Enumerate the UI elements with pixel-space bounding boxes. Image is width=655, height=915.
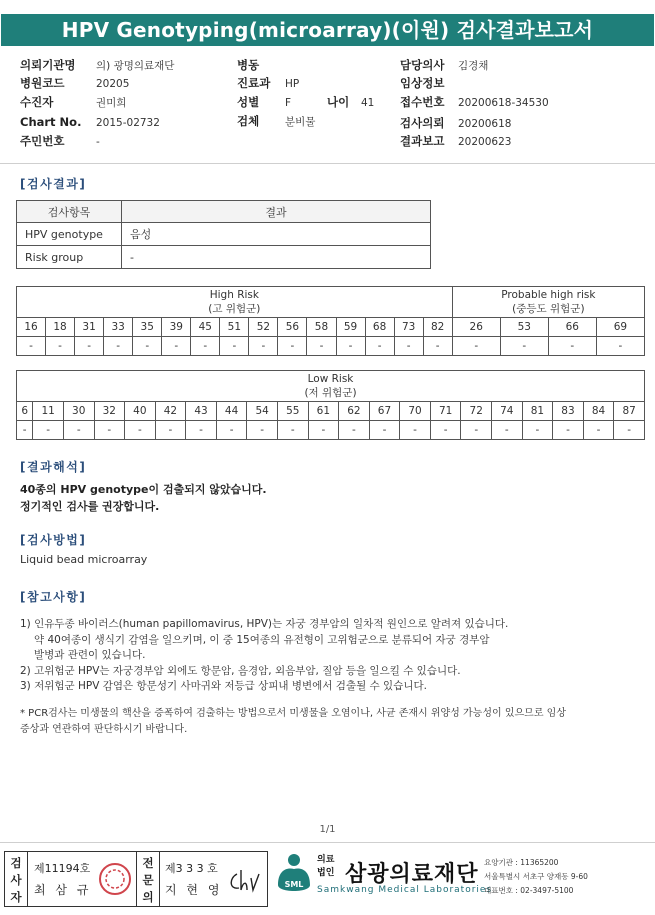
genotype-type-cell: 58	[307, 318, 336, 337]
genotype-type-cell: 72	[461, 402, 492, 421]
genotype-result-cell: -	[548, 337, 596, 356]
genotype-result-cell: -	[369, 421, 400, 440]
patient-label: 수진자	[20, 95, 54, 109]
resident-no-value: -	[96, 136, 100, 148]
genotype-result-cell: -	[400, 421, 431, 440]
info-divider	[0, 163, 655, 164]
method-section-title: [검사방법]	[20, 533, 87, 547]
genotype-type-cell: 73	[394, 318, 423, 337]
genotype-type-cell: 67	[369, 402, 400, 421]
hospital-code-value: 20205	[96, 78, 130, 90]
table-row	[17, 246, 431, 269]
genotype-result-cell: -	[307, 337, 336, 356]
genotype-result-cell: -	[430, 421, 461, 440]
test-request-value: 20200618	[458, 118, 512, 130]
genotype-type-cell: 68	[365, 318, 394, 337]
genotype-type-cell: 6	[17, 402, 33, 421]
genotype-type-cell: 39	[162, 318, 191, 337]
sml-logo-icon	[272, 851, 316, 897]
genotype-type-cell: 81	[522, 402, 553, 421]
table-row	[17, 421, 645, 440]
age-label: 나이	[327, 95, 350, 109]
genotype-result-cell: -	[394, 337, 423, 356]
organization-name-english: Samkwang Medical Laboratories	[317, 885, 493, 895]
genotype-type-cell: 43	[186, 402, 217, 421]
genotype-result-cell: -	[33, 421, 64, 440]
pcr-footnote: * PCR검사는 미생물의 핵산을 증폭하여 검출하는 방법으로서 미생물을 오염이나, 사균 존재시 위양성 가능성이 있으므로 임상 증상과 연관하여 판단하시기 바랍니다.	[20, 708, 566, 735]
genotype-type-cell: 87	[614, 402, 645, 421]
genotype-type-cell: 40	[125, 402, 156, 421]
method-text: Liquid bead microarray	[20, 553, 148, 566]
genotype-result-cell: -	[308, 421, 339, 440]
chart-no-value: 2015-02732	[96, 117, 160, 129]
genotype-type-cell: 26	[452, 318, 500, 337]
logo-text: SML	[284, 880, 304, 889]
signature-box	[4, 851, 268, 907]
genotype-type-cell: 11	[33, 402, 64, 421]
high-risk-header: High Risk (고 위험군)	[17, 287, 453, 318]
genotype-result-cell: -	[220, 337, 249, 356]
result-report-label: 결과보고	[400, 134, 445, 148]
specialist-label: 전 문 의	[142, 856, 154, 904]
table-row	[17, 318, 645, 337]
result-value-cell: -	[122, 246, 431, 269]
results-col-result: 결과	[122, 201, 431, 223]
genotype-result-cell: -	[216, 421, 247, 440]
low-risk-header: Low Risk (저 위험군)	[17, 371, 645, 402]
sex-value: F	[285, 97, 292, 109]
results-table	[16, 200, 431, 269]
genotype-result-cell: -	[336, 337, 365, 356]
low-risk-genotype-table	[16, 370, 645, 440]
organization-phone: 대표번호 : 02-3497-5100	[484, 886, 574, 895]
results-col-item: 검사항목	[17, 201, 122, 223]
probable-high-risk-header: Probable high risk (중등도 위험군)	[452, 287, 644, 318]
genotype-type-cell: 32	[94, 402, 125, 421]
genotype-type-cell: 31	[75, 318, 104, 337]
seal-stamp-icon	[97, 860, 133, 898]
chart-no-label: Chart No.	[20, 115, 82, 129]
result-item-cell: Risk group	[17, 246, 122, 269]
genotype-type-cell: 52	[249, 318, 278, 337]
genotype-type-cell: 71	[430, 402, 461, 421]
genotype-type-cell: 33	[104, 318, 133, 337]
organization-address: 서울특별시 서초구 양재동 9-60	[484, 872, 588, 881]
note-item: 1) 인유두종 바이러스(human papillomavirus, HPV)는 자궁 경부암의 일차적 원인으로 알려져 있습니다.	[20, 618, 509, 630]
genotype-type-cell: 84	[583, 402, 614, 421]
organization-logo	[272, 851, 652, 909]
note-item: 2) 고위험군 HPV는 자궁경부암 외에도 항문암, 음경암, 외음부암, 질암 등을 일으킬 수 있습니다.	[20, 664, 461, 677]
genotype-result-cell: -	[247, 421, 278, 440]
genotype-result-cell: -	[277, 421, 308, 440]
genotype-type-cell: 30	[63, 402, 94, 421]
genotype-result-cell: -	[583, 421, 614, 440]
genotype-type-cell: 16	[17, 318, 46, 337]
genotype-result-cell: -	[191, 337, 220, 356]
agency-number: 요양기관 : 11365200	[484, 858, 559, 867]
genotype-result-cell: -	[423, 337, 452, 356]
note-item-continuation: 발병과 관련이 있습니다.	[34, 649, 146, 661]
genotype-type-cell: 62	[339, 402, 370, 421]
genotype-type-cell: 59	[336, 318, 365, 337]
genotype-result-cell: -	[17, 337, 46, 356]
genotype-result-cell: -	[46, 337, 75, 356]
genotype-result-cell: -	[500, 337, 548, 356]
genotype-type-cell: 54	[247, 402, 278, 421]
sex-label: 성별	[237, 95, 260, 109]
test-request-label: 검사의뢰	[400, 116, 445, 130]
genotype-result-cell: -	[614, 421, 645, 440]
result-value-cell: 음성	[122, 223, 431, 246]
department-value: HP	[285, 78, 300, 90]
interpretation-text	[20, 481, 267, 515]
genotype-type-cell: 82	[423, 318, 452, 337]
specialist-registration: 제3 3 3 호	[165, 862, 218, 875]
genotype-result-cell: -	[461, 421, 492, 440]
genotype-result-cell: -	[94, 421, 125, 440]
notes-section-title: [참고사항]	[20, 590, 87, 604]
genotype-result-cell: -	[278, 337, 307, 356]
genotype-type-cell: 70	[400, 402, 431, 421]
note-item: 3) 저위험군 HPV 감염은 항문성기 사마귀와 저등급 상피내 병변에서 검출될 수 있습니다.	[20, 680, 427, 692]
clinical-info-label: 임상정보	[400, 76, 445, 90]
interpretation-line: 정기적인 검사를 권장합니다.	[20, 500, 160, 513]
genotype-result-cell: -	[365, 337, 394, 356]
page-number: 1/1	[319, 824, 336, 835]
genotype-type-cell: 53	[500, 318, 548, 337]
corporation-type: 의료 법인	[317, 855, 335, 878]
genotype-type-cell: 61	[308, 402, 339, 421]
ward-label: 병동	[237, 58, 260, 72]
table-row	[17, 223, 431, 246]
genotype-type-cell: 44	[216, 402, 247, 421]
genotype-type-cell: 74	[492, 402, 523, 421]
resident-no-label: 주민번호	[20, 134, 65, 148]
genotype-result-cell: -	[133, 337, 162, 356]
tester-label: 검 사 자	[10, 856, 22, 904]
specimen-label: 검체	[237, 114, 260, 128]
interpretation-line: 40종의 HPV genotype이 검출되지 않았습니다.	[20, 483, 267, 496]
tester-registration: 제11194호	[34, 862, 91, 875]
organization-name: 삼광의료재단	[345, 862, 479, 887]
genotype-result-cell: -	[186, 421, 217, 440]
specimen-value: 분비물	[285, 116, 316, 128]
note-item-continuation: 약 40여종이 생식기 감염을 일으키며, 이 중 15여종의 유전형이 고위험군으로 분류되어 자궁 경부암	[34, 633, 490, 646]
genotype-result-cell: -	[63, 421, 94, 440]
genotype-result-cell: -	[162, 337, 191, 356]
genotype-type-cell: 56	[278, 318, 307, 337]
institution-label: 의뢰기관명	[20, 58, 76, 72]
hospital-code-label: 병원코드	[20, 76, 65, 90]
receipt-no-value: 20200618-34530	[458, 97, 549, 109]
interpretation-section-title: [결과해석]	[20, 460, 87, 474]
genotype-result-cell: -	[596, 337, 644, 356]
signature-icon	[227, 864, 263, 896]
table-row	[17, 337, 645, 356]
specialist-name: 지 현 영	[165, 883, 223, 897]
genotype-type-cell: 83	[553, 402, 584, 421]
genotype-result-cell: -	[452, 337, 500, 356]
genotype-result-cell: -	[125, 421, 156, 440]
doctor-label: 담당의사	[400, 58, 445, 72]
tester-name: 최 삼 규	[34, 883, 92, 897]
genotype-type-cell: 35	[133, 318, 162, 337]
genotype-result-cell: -	[155, 421, 186, 440]
genotype-result-cell: -	[17, 421, 33, 440]
receipt-no-label: 접수번호	[400, 95, 445, 109]
genotype-type-cell: 66	[548, 318, 596, 337]
table-row	[17, 402, 645, 421]
result-report-value: 20200623	[458, 136, 512, 148]
genotype-type-cell: 45	[191, 318, 220, 337]
high-risk-genotype-table	[16, 286, 645, 356]
genotype-result-cell: -	[492, 421, 523, 440]
genotype-type-cell: 51	[220, 318, 249, 337]
patient-value: 권미희	[96, 97, 127, 109]
genotype-result-cell: -	[249, 337, 278, 356]
genotype-result-cell: -	[104, 337, 133, 356]
report-title: HPV Genotyping(microarray)(이원) 검사결과보고서	[1, 14, 654, 46]
doctor-value: 김경채	[458, 60, 489, 72]
genotype-type-cell: 18	[46, 318, 75, 337]
genotype-result-cell: -	[522, 421, 553, 440]
genotype-type-cell: 42	[155, 402, 186, 421]
genotype-result-cell: -	[553, 421, 584, 440]
genotype-result-cell: -	[339, 421, 370, 440]
results-section-title: [검사결과]	[20, 177, 87, 191]
genotype-type-cell: 69	[596, 318, 644, 337]
result-item-cell: HPV genotype	[17, 223, 122, 246]
institution-value: 의) 광명의료재단	[96, 60, 175, 72]
notes-list	[20, 617, 640, 695]
genotype-result-cell: -	[75, 337, 104, 356]
department-label: 진료과	[237, 76, 271, 90]
footer-divider	[0, 842, 655, 843]
age-value: 41	[361, 97, 375, 109]
genotype-type-cell: 55	[277, 402, 308, 421]
